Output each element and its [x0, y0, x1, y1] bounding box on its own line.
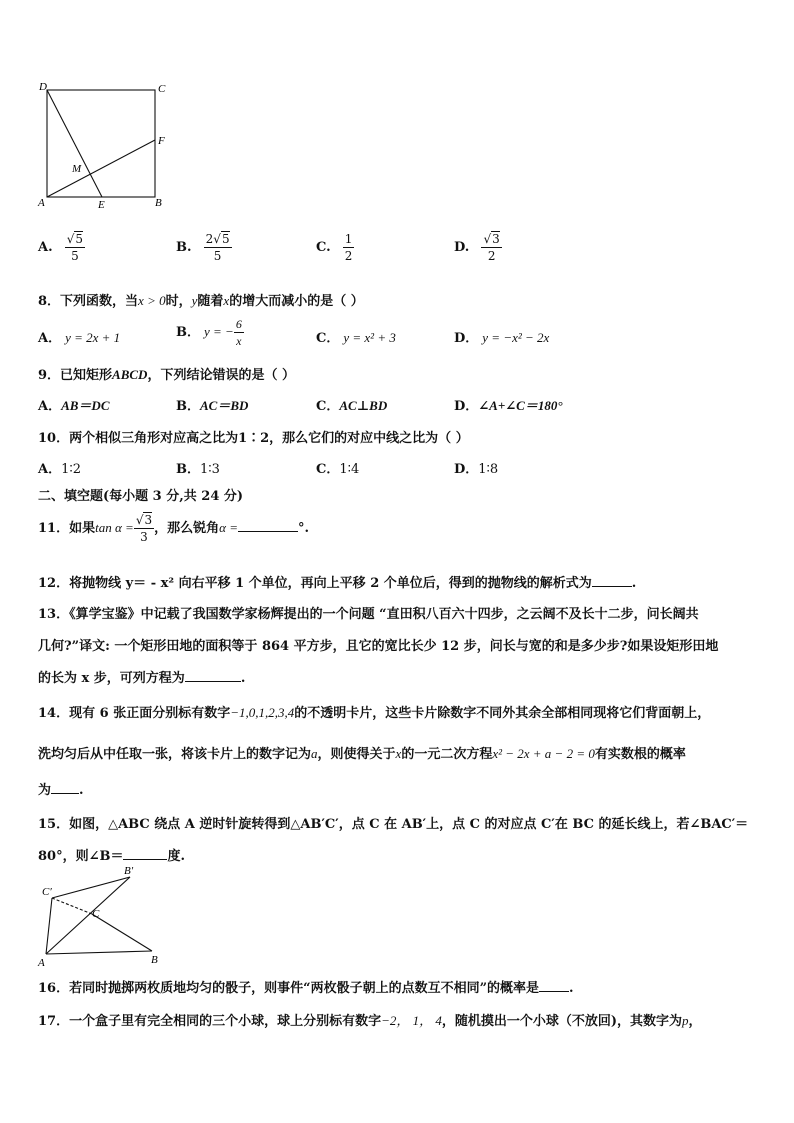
q9-option-b[interactable]: B．AC＝BD — [176, 398, 249, 414]
q13-line2: 几何?”译文: 一个矩形田地的面积等于 864 平方步，且它的宽比长少 12 步，问长与宽的和是多少步?如果设矩形田地 — [38, 639, 719, 654]
q8-option-d[interactable]: D． y = −x² − 2x — [454, 330, 550, 346]
q17: 17．一个盒子里有完全相同的三个小球，球上分别标有数字−2， 1， 4，随机摸出一个小球（不放回)，其数字为p， — [38, 1013, 702, 1029]
label-A: A — [38, 197, 45, 209]
label-E: E — [98, 199, 105, 211]
q12: 12．将抛物线 y＝ - x² 向右平移 1 个单位，再向上平移 2 个单位后，得到的抛物线的解析式为 . — [38, 576, 637, 591]
q15-answer-blank[interactable] — [123, 859, 167, 860]
q7-option-c[interactable]: C. $\frac{1}{2}$ — [316, 232, 353, 263]
label-F: F — [158, 135, 165, 147]
q9-option-a[interactable]: A．AB＝DC — [38, 398, 110, 414]
label-M: M — [72, 163, 82, 175]
q10-option-c[interactable]: C．1∶4 — [316, 462, 360, 477]
q16-answer-blank[interactable] — [539, 991, 569, 992]
q8-option-b[interactable]: B． y = − $\frac{6}{x}$ — [176, 317, 242, 348]
q13-line1: 13．《算学宝鉴》中记载了我国数学家杨辉提出的一个问题 “直田积八百六十四步，之云阔不及长十二步，问长阔共 — [38, 607, 699, 622]
label-c: C — [92, 908, 100, 920]
q14-line3: 为 . — [38, 783, 84, 798]
q15-line2: 80°，则∠B＝ 度. — [38, 849, 186, 864]
q15-line1: 15．如图，△ABC 绕点 A 逆时针旋转得到△AB′C′，点 C 在 AB′上，点 C 的对应点 C′在 BC 的延长线上，若∠BAC′＝ — [38, 817, 749, 832]
q11: 11．如果tan α = $\frac{√3}{3}$ ，那么锐角α = °. — [38, 513, 310, 544]
square-figure — [30, 78, 180, 213]
q13-answer-blank[interactable] — [185, 681, 241, 682]
q10-option-b[interactable]: B．1∶3 — [176, 462, 220, 477]
q8-stem: 8．下列函数，当x > 0时，y随着x的增大而减小的是（ ） — [38, 293, 364, 309]
q7-option-d[interactable]: D. $\frac{√3}{2}$ — [454, 232, 500, 263]
q8-option-c[interactable]: C． y = x² + 3 — [316, 330, 396, 346]
q9-option-c[interactable]: C．AC⊥BD — [316, 398, 388, 414]
q7-option-a[interactable]: A. $\frac{√5}{5}$ — [38, 232, 84, 263]
triangle-figure — [30, 862, 170, 970]
q12-answer-blank[interactable] — [592, 586, 632, 587]
q14-line2: 洗均匀后从中任取一张，将该卡片上的数字记为a，则使得关于x的一元二次方程x² − 2x + a − 2 = 0有实数根的概率 — [38, 746, 686, 762]
q10-stem: 10．两个相似三角形对应高之比为1∶2，那么它们的对应中线之比为（ ） — [38, 431, 469, 446]
label-D: D — [39, 81, 47, 93]
q11-answer-blank[interactable] — [238, 531, 298, 532]
q9-stem: 9．已知矩形ABCD，下列结论错误的是（ ） — [38, 367, 295, 383]
label-a: A — [38, 957, 45, 969]
q10-option-d[interactable]: D．1∶8 — [454, 462, 499, 477]
q13-line3: 的长为 x 步，可列方程为 . — [38, 671, 246, 686]
label-b-prime: B′ — [124, 865, 134, 877]
q8-option-a[interactable]: A． y = 2x + 1 — [38, 330, 121, 346]
q9-option-d[interactable]: D．∠A+∠C＝180° — [454, 398, 563, 414]
q16: 16．若同时抛掷两枚质地均匀的骰子，则事件“两枚骰子朝上的点数互不相同”的概率是 . — [38, 981, 574, 996]
label-b: B — [151, 954, 158, 966]
label-c-prime: C′ — [42, 886, 52, 898]
label-C: C — [158, 83, 166, 95]
q7-option-b[interactable]: B. $\frac{2√5}{5}$ — [176, 232, 230, 263]
q10-option-a[interactable]: A．1∶2 — [38, 462, 82, 477]
section-heading: 二、填空题(每小题 3 分,共 24 分) — [38, 489, 244, 504]
label-B: B — [155, 197, 162, 209]
q14-answer-blank[interactable] — [51, 793, 79, 794]
q14-line1: 14．现有 6 张正面分别标有数字−1,0,1,2,3,4的不透明卡片，这些卡片除数字不同外其余全部相同现将它们背面朝上， — [38, 705, 711, 721]
